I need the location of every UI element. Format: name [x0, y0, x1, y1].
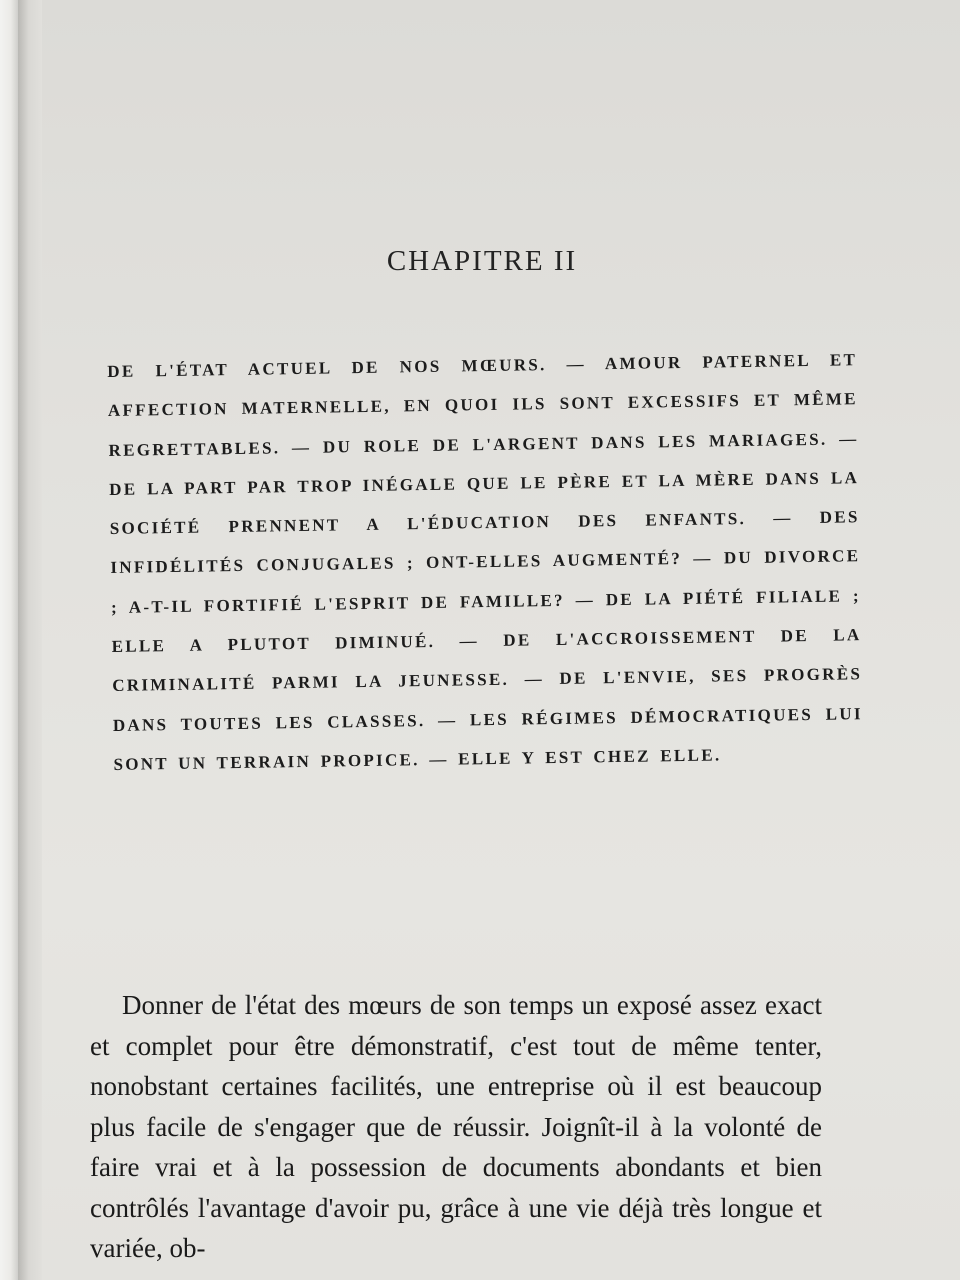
book-gutter — [18, 0, 42, 1280]
book-page — [42, 0, 960, 1280]
body-paragraph: Donner de l'état des mœurs de son temps un exposé assez exact et complet pour être démonstratif, c'est tout de même tenter, nonobstant certaines facilités, une entreprise où il est beaucoup plus facile de s'engager que de réussir. Joignît-il à la volonté de faire vrai et à la possession de documents abondants et bien contrôlés l'avantage d'avoir pu, grâce à une vie déjà très longue et variée, ob- — [90, 990, 822, 1263]
chapter-summary: DE L'ÉTAT ACTUEL DE NOS MŒURS. — AMOUR PATERNEL ET AFFECTION MATERNELLE, EN QUOI ILS SONT EXCESSIFS ET MÊME REGRETTABLES. — DU ROLE DE L'ARGENT DANS LES MARIAGES. — DE LA PART PAR TROP INÉGALE QUE LE PÈRE ET LA MÈRE DANS LA SOCIÉTÉ PRENNENT A L'ÉDUCATION DES ENFANTS. — DES INFIDÉLITÉS CONJUGALES ; ONT-ELLES AUGMENTÉ? — DU DIVORCE ; A-T-IL FORTIFIÉ L'ESPRIT DE FAMILLE? — DE LA PIÉTÉ FILIALE ; ELLE A PLUTOT DIMINUÉ. — DE L'ACCROISSEMENT DE LA CRIMINALITÉ PARMI LA JEUNESSE. — DE L'ENVIE, SES PROGRÈS DANS TOUTES LES CLASSES. — LES RÉGIMES DÉMOCRATIQUES LUI SONT UN TERRAIN PROPICE. — ELLE Y EST CHEZ ELLE. — [107, 350, 863, 774]
previous-page-edge — [0, 0, 18, 1280]
chapter-title: CHAPITRE II — [386, 245, 578, 277]
